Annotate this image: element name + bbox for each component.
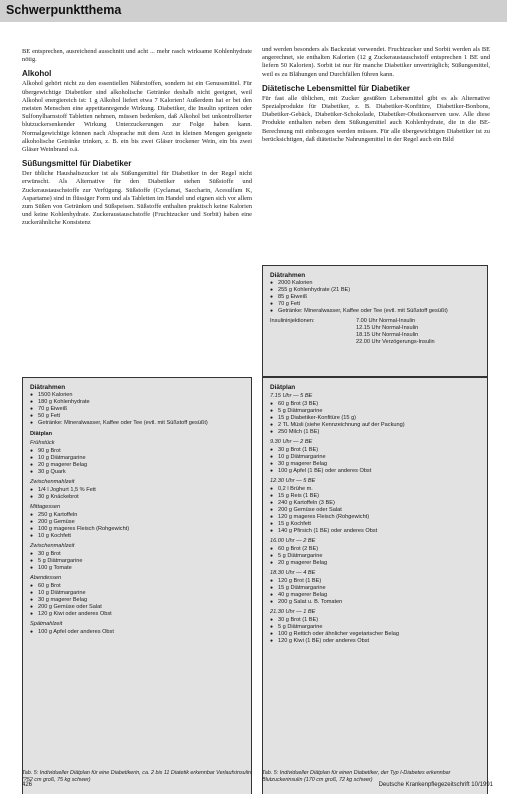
meal-list — [30, 512, 245, 540]
list-item: ● 20 g magerer Belag — [270, 560, 481, 567]
injection-time: 18.15 Uhr Normal-Insulin — [356, 332, 419, 338]
page-number: 426 — [22, 782, 33, 788]
box-left-plan-title: Diätplan — [30, 431, 53, 437]
meal-name: Frühstück — [30, 440, 55, 446]
meal-list — [30, 551, 245, 572]
diet-plan-box-left — [22, 377, 252, 794]
list-item: ● 100 g Tomate — [30, 565, 245, 572]
meal-list — [270, 447, 481, 475]
box-top-right-list — [270, 280, 481, 315]
list-item: ● 10 g Diätmargarine — [270, 454, 481, 461]
list-item: ● 200 g Gemüse oder Salat — [30, 604, 245, 611]
list-item: ● 30 g Quark — [30, 469, 245, 476]
meal-name: Abendessen — [30, 575, 62, 581]
meal-time: 21.30 Uhr — 1 BE — [270, 609, 316, 615]
list-item: ● 10 g Diätmargarine — [30, 590, 245, 597]
box-left-frame-list — [30, 392, 245, 427]
list-item: ● 20 g magerer Belag — [30, 462, 245, 469]
table-caption-left: Tab. 5: Individueller Diätplan für eine Diabetikerin, ca. 2 bis 11 Diatetik erkennbar Verlaufsinsulin (?52 cm groß, 75 kg schwer) — [22, 770, 252, 783]
right-intro-paragraph: und werden besonders als Backzutat verwendet. Fruchtzucker und Sorbit werden als BE angerechnet, sie enthalten Kalorien (12 g Zuckeraustauschstoff entsprechen 1 BE und liefern 50 Kalorien). Sorbit ist nur für manche Diabetiker unverträglich; Süßungsmittel, weil es zu Blähungen und Durchfällen führen kann. — [262, 46, 490, 78]
list-item: ● 120 g mageres Fleisch (Rohgewicht) — [270, 514, 481, 521]
list-item: ● 120 g Brot (1 BE) — [270, 578, 481, 585]
meal-name: Zwischenmahlzeit — [30, 543, 75, 549]
meal-time: 18.30 Uhr — 4 BE — [270, 570, 316, 576]
journal-name: Deutsche Krankenpflegezeitschrift 10/1991 — [378, 782, 493, 788]
meal-list — [270, 486, 481, 535]
list-item: ● 30 g Brot — [30, 551, 245, 558]
right-text-column — [262, 46, 490, 144]
list-item: ● 5 g Diätmargarine — [30, 558, 245, 565]
list-item: ● 15 g Diätmargarine — [270, 585, 481, 592]
list-item: ● 30 g magerer Belag — [270, 461, 481, 468]
table-caption-right: Tab. 5: Individueller Diätplan für einen Diabetiker, der Typ I-Diabetes erkennbar Blutzuckerinsulin (170 cm groß, 72 kg schwer) — [262, 770, 451, 783]
meal-list — [30, 487, 245, 501]
list-item: ● 30 g Knäckebrot — [30, 494, 245, 501]
list-item: ● 10 g Kochfett — [30, 533, 245, 540]
meal-list — [270, 578, 481, 606]
list-item: ● 200 g Salat u. B. Tomaten — [270, 599, 481, 606]
dietetic-paragraph: Für fast alle üblichen, mit Zucker gesüßten Lebensmittel gibt es als Alternative Spezialprodukte für Diabetiker, z. B. Diabetiker-Konfitüre, Diabetiker-Bonbons, Diabetiker-Gebäck, Diabetiker-Schokolade, Diabetiker-Obstkonserven usw. Alle diese Produkte enthalten neben dem Süßungsmittel auch Kohlenhydrate, die in die BE-Berechnung mit einbezogen werden müssen. Für alle übergewichtigen Diabetiker ist zu berücksichtigen, daß diätetische Nahrungsmittel in der Regel auch ein Bild — [262, 94, 490, 143]
meal-time: 12.30 Uhr — 5 BE — [270, 478, 316, 484]
list-item: ● 100 g Apfel oder anderes Obst — [30, 629, 245, 636]
list-item: ● 30 g Brot (1 BE) — [270, 617, 481, 624]
list-item: ● 250 g Kartoffeln — [30, 512, 245, 519]
list-item: ● 30 g magerer Belag — [30, 597, 245, 604]
injection-time: 22.00 Uhr Verzögerungs-Insulin — [356, 339, 435, 345]
list-item: ● 100 g Rettich oder ähnlicher vegetarischer Belag — [270, 631, 481, 638]
diet-plan-box-right — [262, 377, 488, 794]
list-item: ● 85 g Eiweiß — [270, 294, 481, 301]
injections-label: Insulininjektionen: — [270, 318, 315, 324]
list-item: ● Getränke: Mineralwasser, Kaffee oder Tee (evtl. mit Süßstoff gesüßt) — [270, 308, 481, 315]
list-item: ● 180 g Kohlenhydrate — [30, 399, 245, 406]
list-item: ● 70 g Fett — [270, 301, 481, 308]
injection-time: 7.00 Uhr Normal-Insulin — [356, 318, 416, 324]
left-text-column — [22, 48, 252, 228]
list-item: ● 100 g mageres Fleisch (Rohgewicht) — [30, 526, 245, 533]
list-item: ● 10 g Diätmargarine — [30, 455, 245, 462]
diet-frame-box-top-right — [262, 265, 488, 377]
list-item: ● 5 g Diätmargarine — [270, 408, 481, 415]
dietetic-heading: Diätetische Lebensmittel für Diabetiker — [262, 83, 411, 93]
list-item: ● 5 g Diätmargarine — [270, 553, 481, 560]
alcohol-paragraph: Alkohol gehört nicht zu den essentiellen Nährstoffen, sondern ist ein Genussmittel. Für übergewichtige Diabetiker sind alkoholische Getränke deshalb nicht geeignet, weil Alkohol energiereich ist: 1 g Alkohol liefert etwa 7 Kalorien! Außerdem hat er bei den meisten Menschen eine appetitanregende Wirkung. Diabetiker, die Insulin spritzen oder Sulfonylharnstoff Tabletten nehmen, müssen bedenken, daß Alkohol bei unkontrollierter blutzuckersenkender Wirkung Unterzuckerungen zur Folge haben kann. Normalgewichtige können nach Absprache mit dem Arzt in kleinen Mengen geeignete alkoholische Getränke trinken, z. B. ein bis zwei Gläser trockener Wein, ein bis zwei Gläser Weinbrand o.ä. — [22, 80, 252, 154]
list-item: ● 1500 Kalorien — [30, 392, 245, 399]
list-item: ● 60 g Brot — [30, 583, 245, 590]
list-item: ● 40 g magerer Belag — [270, 592, 481, 599]
list-item: ● 1/4 l Joghurt 1,5 % Fett — [30, 487, 245, 494]
list-item: ● 5 g Diätmargarine — [270, 624, 481, 631]
list-item: ● 0,2 l Brühe m. — [270, 486, 481, 493]
box-top-right-title: Diätrahmen — [270, 272, 306, 279]
list-item: ● 240 g Kartoffeln (3 BE) — [270, 500, 481, 507]
left-intro-paragraph: BE entsprechen, ausreichend ausschnitt und acht ... mehr rasch wirksame Kohlenhydrate nötig. — [22, 48, 252, 64]
list-item: ● 255 g Kohlenhydrate (21 BE) — [270, 287, 481, 294]
list-item: ● 100 g Apfel (1 BE) oder anderes Obst — [270, 468, 481, 475]
meal-list — [30, 629, 245, 636]
list-item: ● 15 g Diabetiker-Konfitüre (15 g) — [270, 415, 481, 422]
meal-time: 9.30 Uhr — 2 BE — [270, 439, 313, 445]
list-item: ● 60 g Brot (2 BE) — [270, 546, 481, 553]
list-item: ● 60 g Brot (3 BE) — [270, 401, 481, 408]
list-item: ● 30 g Brot (1 BE) — [270, 447, 481, 454]
meal-list — [30, 448, 245, 476]
list-item: ● 2000 Kalorien — [270, 280, 481, 287]
list-item: ● 90 g Brot — [30, 448, 245, 455]
list-item: ● 15 g Kochfett — [270, 521, 481, 528]
list-item: ● 200 g Gemüse — [30, 519, 245, 526]
list-item: ● 140 g Pfirsich (1 BE) oder anderes Obst — [270, 528, 481, 535]
list-item: ● 2 TL Müsli (siehe Kennzeichnung auf der Packung) — [270, 422, 481, 429]
meal-list — [270, 401, 481, 436]
list-item: ● 70 g Eiweiß — [30, 406, 245, 413]
list-item: ● 250 Milch (1 BE) — [270, 429, 481, 436]
list-item: ● 15 g Reis (1 BE) — [270, 493, 481, 500]
meal-name: Spätmahlzeit — [30, 621, 63, 627]
meal-list — [30, 583, 245, 618]
box-left-title: Diätrahmen — [30, 384, 66, 391]
meal-list — [270, 617, 481, 645]
list-item: ● 200 g Gemüse oder Salat — [270, 507, 481, 514]
meal-name: Mittagessen — [30, 504, 61, 510]
list-item: ● 120 g Kiwi (1 BE) oder anderes Obst — [270, 638, 481, 645]
injection-time: 12.15 Uhr Normal-Insulin — [356, 325, 419, 331]
list-item: ● 50 g Fett — [30, 413, 245, 420]
meal-name: Zwischenmahlzeit — [30, 479, 75, 485]
list-item: ● Getränke: Mineralwasser, Kaffee oder Tee (evtl. mit Süßstoff gesüßt) — [30, 420, 245, 427]
meal-time: 7.15 Uhr — 5 BE — [270, 393, 313, 399]
sweetener-paragraph: Der übliche Haushaltszucker ist als Süßungsmittel für Diabetiker in der Regel nicht erwünscht. Als Alternative für den Diabetiker stehen Süßstoffe und Zuckeraustauschstoffe zur Verfügung. Süßstoffe (Cyclamat, Saccharin, Acesulfam K, Aspartame) sind in flüssiger Form und als Tabletten im Handel und eignen sich vor allem zum Süßen von Getränken und Süßspeisen. Süßstoffe enthalten praktisch keine Kalorien und keine Kohlenhydrate. Zuckeraustauschstoffe (Fruchtzucker und Sorbit) haben eine zuckerähnliche Konsistenz — [22, 170, 252, 227]
list-item: ● 120 g Kiwi oder anderes Obst — [30, 611, 245, 618]
meal-time: 16.00 Uhr — 2 BE — [270, 538, 316, 544]
injection-schedule — [270, 318, 481, 346]
alcohol-heading: Alkohol — [22, 69, 52, 79]
meal-list — [270, 546, 481, 567]
sweetener-heading: Süßungsmittel für Diabetiker — [22, 159, 132, 169]
box-right-plan-title: Diätplan — [270, 384, 296, 391]
page-section-title: Schwerpunktthema — [6, 3, 122, 17]
